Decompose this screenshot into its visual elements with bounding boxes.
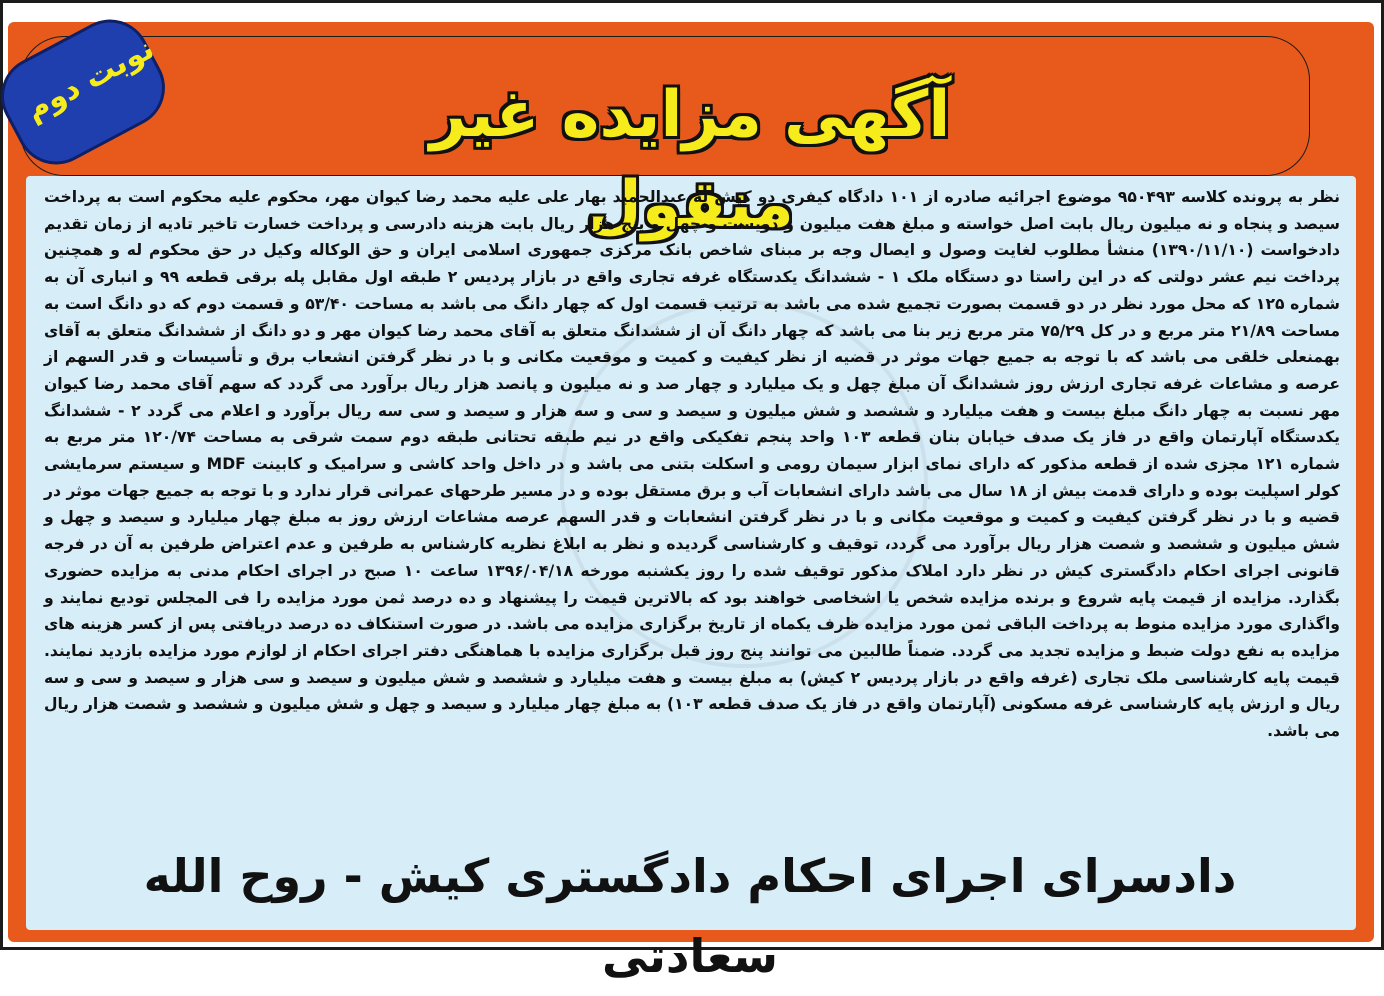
- ad-body-text: نظر به پرونده کلاسه ۹۵۰۴۹۳ موضوع اجرائیه صادره از ۱۰۱ دادگاه کیفری دو کیش له عبدالحمید بهار علی علیه محمد رضا کیوان مهر، محکوم علیه محکوم است به پرداخت سیصد و پنجاه و نه میلیون ریال بابت اصل خواسته و مبلغ هفت میلیون و دویست و چهل و پنج هزار ریال بابت هزینه دادرسی و پرداخت خسارت تاخیر تادیه از زمان تقدیم دادخواست (۱۳۹۰/۱۱/۱۰) منشأ مطلوب لغایت وصول و ایصال وجه بر مبنای شاخص بانک مرکزی جمهوری اسلامی ایران و حق الوکاله وکیل در حق محکوم له و همچنین پرداخت نیم عشر دولتی که در این راستا دو دستگاه ملک ۱ - ششدانگ یکدستگاه غرفه تجاری واقع در بازار پردیس ۲ طبقه اول مقابل پله برقی قطعه ۹۹ و انباری آن به شماره ۱۲۵ که محل مورد نظر در دو قسمت بصورت تجمیع شده می باشد به ترتیب قسمت اول که چهار دانگ می باشد به مساحت ۵۳/۴۰ و قسمت دوم که دو دانگ است به مساحت ۲۱/۸۹ متر مربع و در کل ۷۵/۲۹ متر مربع زیر بنا می باشد که چهار دانگ آن از ششدانگ متعلق به آقای محمد رضا کیوان مهر و دو دانگ از ششدانگ متعلق به آقای بهمنعلی خلقی می باشد که با توجه به جمیع جهات موثر در قضیه از نظر کیفیت و کمیت و موقعیت مکانی و با در نظر گرفتن انشعاب برق و تأسیسات و قدر السهم از عرصه و مشاعات غرفه تجاری ارزش روز ششدانگ آن مبلغ چهل و یک میلیارد و چهار صد و نه میلیون و پانصد هزار ریال برآورد می گردد که سهم آقای محمد رضا کیوان مهر نسبت به چهار دانگ مبلغ بیست و هفت میلیارد و ششصد و شش میلیون و سیصد و سی و سه هزار و سیصد و سی سه ریال برآورد و اعلام می گردد ۲ - ششدانگ یکدستگاه آپارتمان واقع در فاز یک صدف خیابان بنان قطعه ۱۰۳ واحد پنجم تفکیکی واقع در نیم طبقه تحتانی طبقه دوم سمت شرقی به مساحت ۱۲۰/۷۴ متر مربع به شماره ۱۲۱ مجزی شده از قطعه مذکور که دارای نمای ابزار سیمان رومی و اسکلت بتنی می باشد و در داخل واحد کاشی و سرامیک و کابینت MDF و سیستم سرمایشی کولر اسپلیت بوده و دارای قدمت بیش از ۱۸ سال می باشد دارای انشعابات آب و برق مستقل بوده و در مسیر طرحهای عمرانی قرار ندارد و با توجه به جمیع جهات موثر در قضیه و با در نظر گرفتن کیفیت و کمیت و موقعیت مکانی و با در نظر گرفتن انشعابات و قدر السهم عرصه مشاعات ارزش روز به مبلغ چهار میلیارد و سیصد و چهل و شش میلیون و ششصد و شصت هزار ریال برآورد می گردد، توقیف و کارشناسی گردیده و نظر به ابلاغ نظریه کارشناس به طرفین و عدم اعتراض طرفین به آن در فرجه قانونی اجرای احکام دادگستری کیش در نظر دارد املاک مذکور توقیف شده را روز یکشنبه مورخه ۱۳۹۶/۰۴/۱۸ ساعت ۱۰ صبح در اجرای احکام مدنی به مزایده حضوری بگذارد. مزایده از قیمت پایه شروع و برنده مزایده شخص یا اشخاصی خواهند بود که بالاترین قیمت را پیشنهاد و ده درصد ثمن مورد مزایده را فی المجلس تودیع نمایند و واگذاری مورد مزایده منوط به پرداخت الباقی ثمن مورد مزایده ظرف یکماه از تاریخ برگزاری مزایده می باشد. در صورت استنکاف ده درصد دریافتی پس از کسر هزینه های مزایده به نفع دولت ضبط و مزایده تجدید می گردد. ضمناً طالبین می توانند پنج روز قبل برگزاری مزایده با هماهنگی دفتر اجرای احکام از لوازم مورد مزایده بازدید نمایند. قیمت پایه کارشناسی ملک تجاری (غرفه واقع در بازار پردیس ۲ کیش) به مبلغ بیست و هفت میلیارد و ششصد و شش میلیون و سیصد و سی هزار و سیصد و سی و سه ریال و ارزش پایه کارشناسی غرفه مسکونی (آپارتمان واقع در فاز یک صدف قطعه ۱۰۳) به مبلغ چهار میلیارد و سیصد و چهل و شش میلیون و ششصد و شصت هزار ریال می باشد.: [44, 188, 1341, 741]
- ad-footer-signature: دادسرای اجرای احکام دادگستری کیش - روح الله سعادتی: [143, 849, 1237, 983]
- publication-round-badge: نوبت دوم: [20, 31, 160, 128]
- ad-title: آگهی مزایده غیر منقول: [429, 78, 951, 242]
